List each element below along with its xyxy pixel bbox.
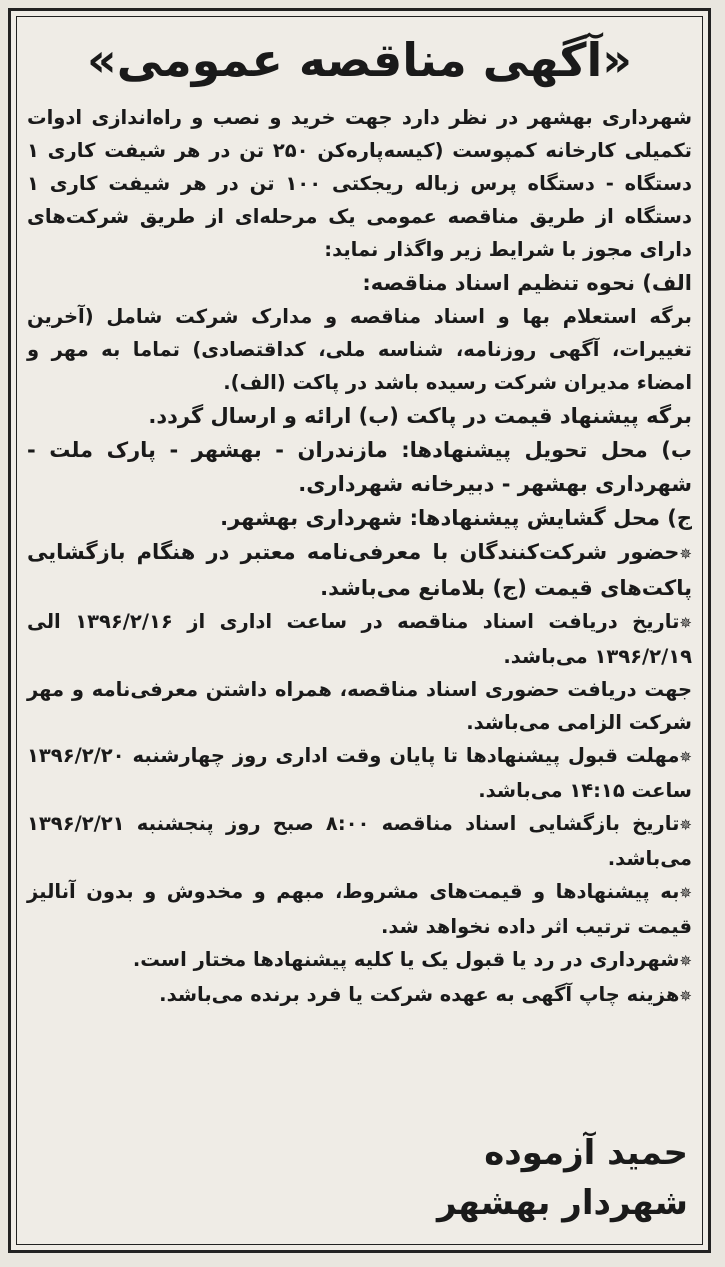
conditional-offers: ✵ به پیشنهادها و قیمت‌های مشروط، مبهم و مخدوش و بدون آنالیز قیمت ترتیب اثر داده نخواهد شد. <box>27 875 692 943</box>
print-cost: ✵ هزینه چاپ آگهی به عهده شرکت یا فرد برنده می‌باشد. <box>27 978 692 1013</box>
signature-name: حمید آزموده <box>484 1133 688 1173</box>
price-envelope-text: برگه پیشنهاد قیمت در پاکت (ب) ارائه و ارسال گردد. <box>148 404 692 428</box>
notice-title: «آگهی مناقصه عمومی» <box>87 33 632 87</box>
section-a-text: برگه استعلام بها و اسناد مناقصه و مدارک شرکت شامل (آخرین تغییرات، آگهی روزنامه، شناسه ملی، کداقتصادی) تماما به مهر و امضاء مدیران شرکت رسیده باشد در پاکت (الف). <box>27 305 692 394</box>
notice-frame <box>8 8 711 1253</box>
section-c-opening-place: ج) محل گشایش پیشنهادها: شهرداری بهشهر. <box>220 506 692 530</box>
signature-block <box>437 1128 688 1228</box>
section-b-delivery: ب) محل تحویل پیشنهادها: مازندران - بهشهر - پارک ملت - شهرداری بهشهر - دبیرخانه شهرداری. <box>27 438 692 496</box>
section-a-heading: الف) نحوه تنظیم اسناد مناقصه: <box>362 271 692 295</box>
intro-paragraph: شهرداری بهشهر در نظر دارد جهت خرید و نصب و راه‌اندازی ادوات تکمیلی کارخانه کمپوست (کیسه‌پاره‌کن ۲۵۰ تن در هر شیفت کاری ۱ دستگاه - دستگاه پرس زباله ریجکتی ۱۰۰ تن در هر شیفت کاری ۱ دستگاه از طریق مناقصه عمومی یک مرحله‌ای از طریق شرکت‌های دارای مجوز با شرایط زیر واگذار نماید: <box>27 106 692 261</box>
opening-date: ✵ تاریخ بازگشایی اسناد مناقصه ۸:۰۰ صبح روز پنجشنبه ۱۳۹۶/۲/۲۱ می‌باشد. <box>27 807 692 875</box>
attendance-note: ✵ حضور شرکت‌کنندگان با معرفی‌نامه معتبر در هنگام بازگشایی پاکت‌های قیمت (ج) بلامانع می‌باشد. <box>27 535 692 605</box>
notice-content <box>27 31 692 1238</box>
deadline: ✵ مهلت قبول پیشنهادها تا پایان وقت اداری روز چهارشنبه ۱۳۹۶/۲/۲۰ ساعت ۱۴:۱۵ می‌باشد. <box>27 739 692 807</box>
receipt-date: ✵ تاریخ دریافت اسناد مناقصه در ساعت اداری از ۱۳۹۶/۲/۱۶ الی ۱۳۹۶/۲/۱۹ می‌باشد. <box>27 605 692 673</box>
signature-title: شهردار بهشهر <box>437 1183 688 1223</box>
receipt-note: جهت دریافت حضوری اسناد مناقصه، همراه داشتن معرفی‌نامه و مهر شرکت الزامی می‌باشد. <box>27 678 692 734</box>
reject-right: ✵ شهرداری در رد یا قبول یک یا کلیه پیشنهادها مختار است. <box>27 943 692 978</box>
